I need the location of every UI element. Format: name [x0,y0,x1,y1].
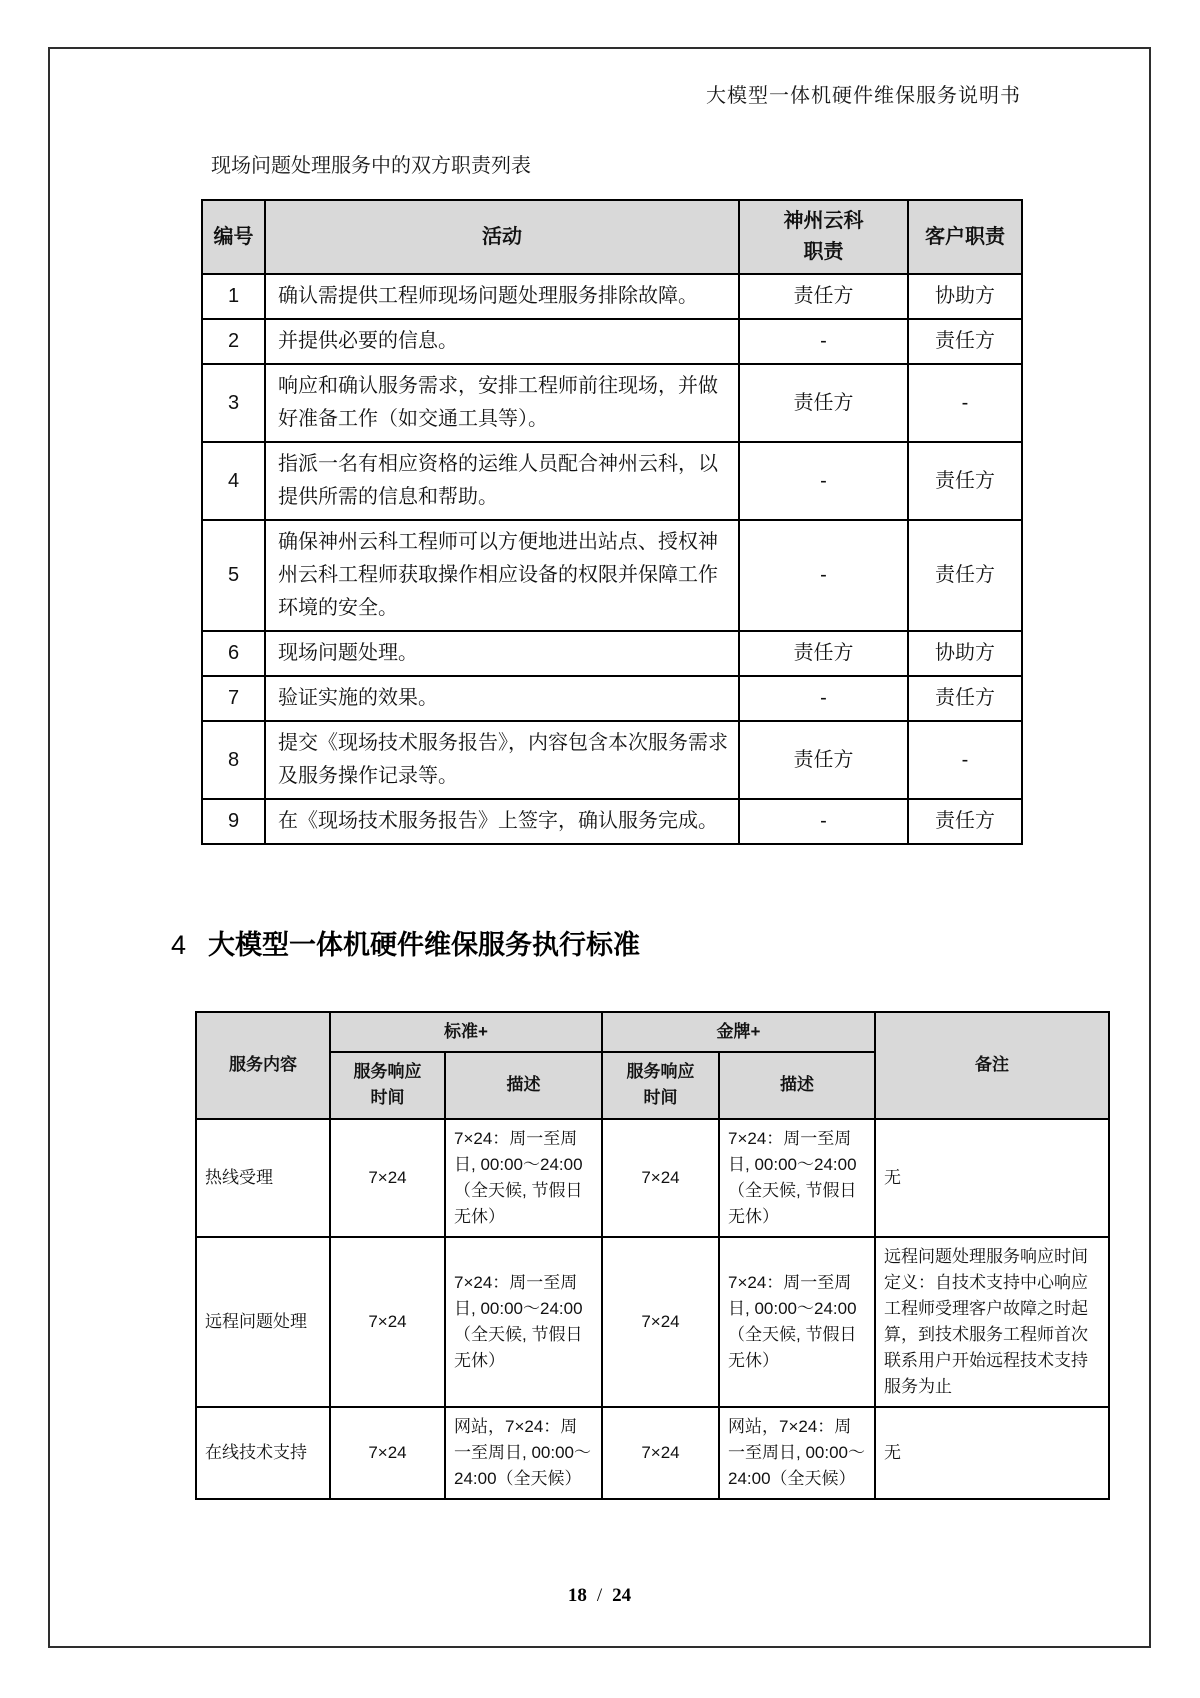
yunke-duty-cell: 责任方 [739,631,908,676]
service-content-cell: 热线受理 [196,1119,330,1237]
table-row [202,631,1022,676]
responsibility-table-body [202,274,1022,844]
customer-duty-cell: - [908,721,1022,799]
col-header-desc-standard: 描述 [445,1052,602,1119]
row-number-cell: 9 [202,799,265,844]
gold-response-time-cell: 7×24 [602,1407,719,1499]
customer-duty-cell: 责任方 [908,520,1022,631]
col-header-no: 编号 [202,200,265,274]
row-number-cell: 5 [202,520,265,631]
col-header-response-time-gold [602,1052,719,1119]
table-row [196,1407,1109,1499]
page-number-total: 24 [612,1585,632,1606]
yunke-duty-cell: 责任方 [739,721,908,799]
customer-duty-cell: 责任方 [908,799,1022,844]
service-standard-table-header [196,1012,1109,1119]
customer-duty-cell: 协助方 [908,631,1022,676]
service-content-cell: 在线技术支持 [196,1407,330,1499]
customer-duty-cell: - [908,364,1022,442]
row-number-cell: 3 [202,364,265,442]
col-header-yunke-duty [739,200,908,274]
page-number [50,1585,1149,1607]
table-row [196,1119,1109,1237]
service-standard-table [195,1011,1110,1500]
gold-desc-cell: 网站，7×24：周一至周日, 00:00～24:00（全天候） [719,1407,875,1499]
customer-duty-cell: 责任方 [908,442,1022,520]
remark-cell: 无 [875,1119,1109,1237]
customer-duty-cell: 协助方 [908,274,1022,319]
activity-cell: 确保神州云科工程师可以方便地进出站点、授权神州云科工程师获取操作相应设备的权限并保障工作环境的安全。 [265,520,739,631]
yunke-duty-cell: - [739,799,908,844]
row-number-cell: 4 [202,442,265,520]
activity-cell: 响应和确认服务需求，安排工程师前往现场，并做好准备工作（如交通工具等）。 [265,364,739,442]
yunke-duty-cell: - [739,319,908,364]
table-row [202,442,1022,520]
yunke-duty-cell: - [739,442,908,520]
group-header-standard-plus: 标准+ [330,1012,602,1052]
row-number-cell: 6 [202,631,265,676]
col-header-response-time-gold-label: 服务响应时间 [626,1062,695,1108]
row-number-cell: 1 [202,274,265,319]
table-row [202,520,1022,631]
yunke-duty-cell: - [739,520,908,631]
page-number-current: 18 [567,1585,587,1606]
col-header-response-time-standard-label: 服务响应时间 [353,1062,422,1108]
responsibility-table-header [202,200,1022,274]
standard-desc-cell: 7×24：周一至周日, 00:00～24:00（全天候, 节假日无休） [445,1237,602,1407]
table-row [202,274,1022,319]
yunke-duty-cell: 责任方 [739,364,908,442]
service-content-cell: 远程问题处理 [196,1237,330,1407]
document-header-title: 大模型一体机硬件维保服务说明书 [706,85,1021,107]
remark-cell: 远程问题处理服务响应时间定义：自技术支持中心响应工程师受理客户故障之时起算，到技术服务工程师首次联系用户开始远程技术支持服务为止 [875,1237,1109,1407]
activity-cell: 现场问题处理。 [265,631,739,676]
col-header-customer-duty: 客户职责 [908,200,1022,274]
section-number: 4 [171,930,187,960]
activity-cell: 指派一名有相应资格的运维人员配合神州云科，以提供所需的信息和帮助。 [265,442,739,520]
yunke-duty-cell: - [739,676,908,721]
col-header-service-content: 服务内容 [196,1012,330,1119]
row-number-cell: 8 [202,721,265,799]
customer-duty-cell: 责任方 [908,676,1022,721]
section-heading [171,923,640,962]
row-number-cell: 7 [202,676,265,721]
header-row-groups [196,1012,1109,1052]
standard-response-time-cell: 7×24 [330,1237,445,1407]
gold-desc-cell: 7×24：周一至周日, 00:00～24:00（全天候, 节假日无休） [719,1237,875,1407]
activity-cell: 验证实施的效果。 [265,676,739,721]
standard-desc-cell: 网站，7×24：周一至周日, 00:00～24:00（全天候） [445,1407,602,1499]
activity-cell: 并提供必要的信息。 [265,319,739,364]
gold-response-time-cell: 7×24 [602,1119,719,1237]
activity-cell: 提交《现场技术服务报告》，内容包含本次服务需求及服务操作记录等。 [265,721,739,799]
activity-cell: 确认需提供工程师现场问题处理服务排除故障。 [265,274,739,319]
remark-cell: 无 [875,1407,1109,1499]
responsibility-table [201,199,1023,845]
table-row [202,364,1022,442]
table-row [202,676,1022,721]
col-header-remark: 备注 [875,1012,1109,1119]
customer-duty-cell: 责任方 [908,319,1022,364]
table-row [202,721,1022,799]
activity-cell: 在《现场技术服务报告》上签字，确认服务完成。 [265,799,739,844]
header-row [202,200,1022,274]
standard-desc-cell: 7×24：周一至周日, 00:00～24:00（全天候, 节假日无休） [445,1119,602,1237]
table-row [202,319,1022,364]
col-header-yunke-duty-label: 神州云科职责 [783,210,864,263]
table-row [196,1237,1109,1407]
col-header-response-time-standard [330,1052,445,1119]
col-header-desc-gold: 描述 [719,1052,875,1119]
page-number-separator: / [596,1585,603,1606]
row-number-cell: 2 [202,319,265,364]
intro-text: 现场问题处理服务中的双方职责列表 [211,155,531,177]
yunke-duty-cell: 责任方 [739,274,908,319]
gold-desc-cell: 7×24：周一至周日, 00:00～24:00（全天候, 节假日无休） [719,1119,875,1237]
service-standard-table-body [196,1119,1109,1499]
table-row [202,799,1022,844]
gold-response-time-cell: 7×24 [602,1237,719,1407]
standard-response-time-cell: 7×24 [330,1407,445,1499]
group-header-gold-plus: 金牌+ [602,1012,875,1052]
section-title: 大模型一体机硬件维保服务执行标准 [208,930,641,960]
col-header-activity: 活动 [265,200,739,274]
standard-response-time-cell: 7×24 [330,1119,445,1237]
document-page [48,47,1151,1648]
